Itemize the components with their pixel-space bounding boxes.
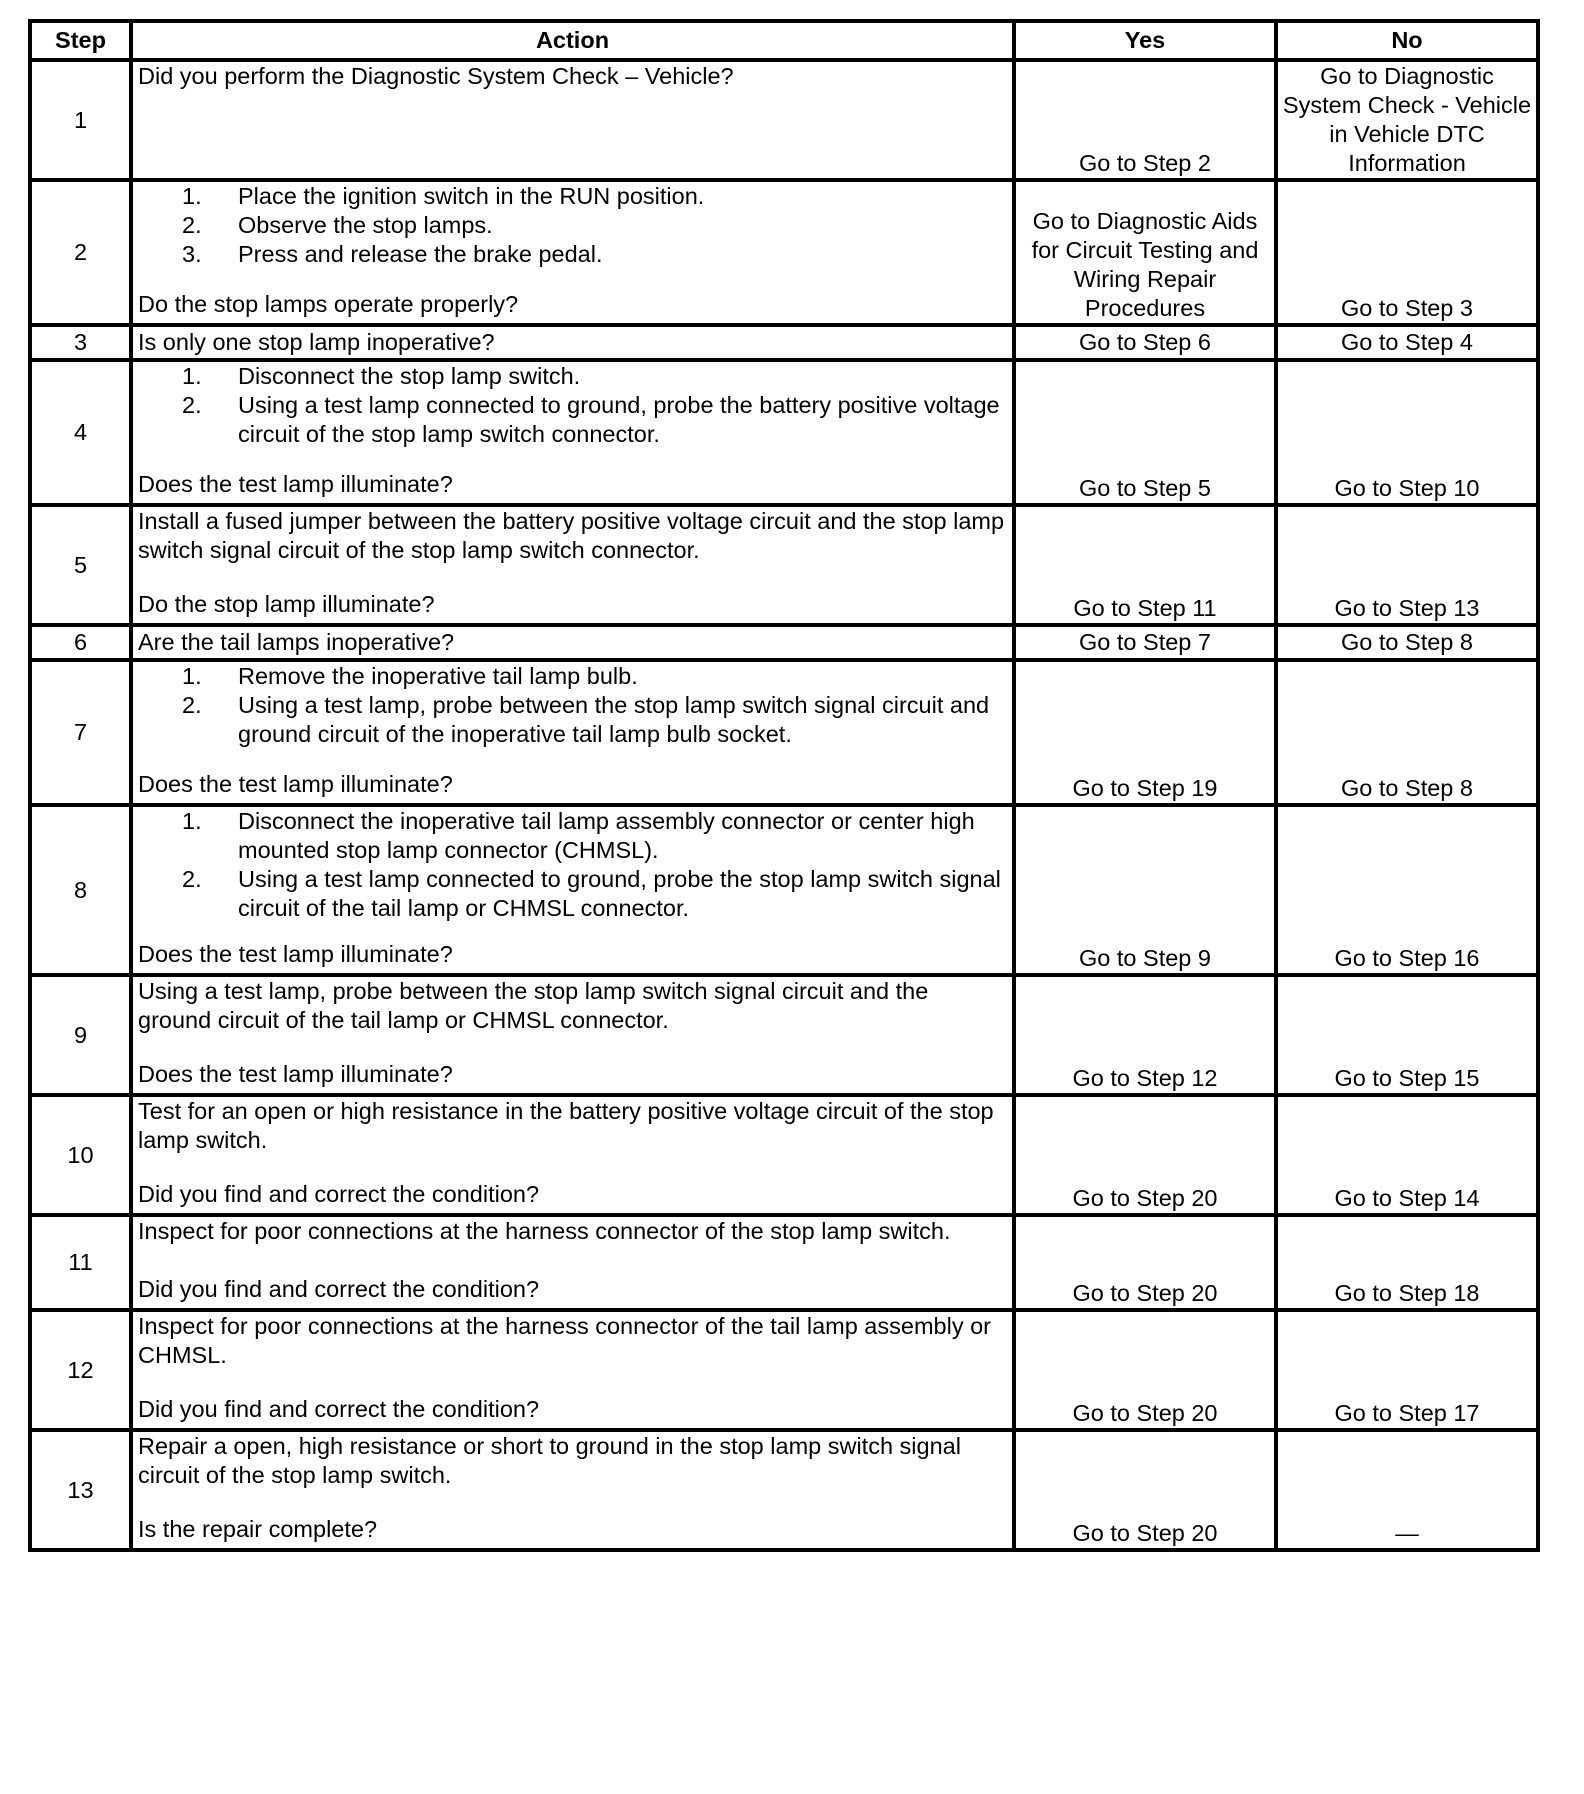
yes-result: Go to Step 20	[1014, 1095, 1276, 1215]
action-text: Are the tail lamps inoperative?	[138, 629, 455, 655]
step-number: 5	[30, 505, 131, 625]
action-text: Repair a open, high resistance or short to ground in the stop lamp switch signal circuit of the stop lamp switch.	[138, 1433, 961, 1488]
substep-item: Using a test lamp connected to ground, probe the stop lamp switch signal circuit of the tail lamp or CHMSL connector.	[238, 866, 1001, 921]
no-result: —	[1276, 1430, 1538, 1550]
step-number: 1	[30, 60, 131, 180]
step-number: 2	[30, 180, 131, 325]
action-question: Does the test lamp illuminate?	[138, 771, 453, 797]
step-number: 7	[30, 660, 131, 805]
action-question: Did you find and correct the condition?	[138, 1181, 540, 1207]
yes-result: Go to Step 12	[1014, 975, 1276, 1095]
table-row	[30, 1310, 1538, 1430]
no-result: Go to Diagnostic System Check - Vehicle in Vehicle DTC Information	[1276, 60, 1538, 180]
table-row	[30, 805, 1538, 975]
table-row	[30, 660, 1538, 805]
step-number: 12	[30, 1310, 131, 1430]
yes-result: Go to Step 11	[1014, 505, 1276, 625]
action-question: Does the test lamp illuminate?	[138, 471, 453, 497]
action-cell	[131, 1310, 1014, 1430]
table-row	[30, 360, 1538, 505]
action-text: Inspect for poor connections at the harness connector of the tail lamp assembly or CHMSL.	[138, 1313, 991, 1368]
no-result: Go to Step 13	[1276, 505, 1538, 625]
step-number: 4	[30, 360, 131, 505]
substep-item: Remove the inoperative tail lamp bulb.	[238, 663, 638, 689]
step-number: 3	[30, 325, 131, 360]
action-cell	[131, 325, 1014, 360]
no-result: Go to Step 4	[1276, 325, 1538, 360]
yes-result: Go to Step 20	[1014, 1310, 1276, 1430]
substep-list	[138, 362, 1007, 449]
table-row	[30, 180, 1538, 325]
no-result: Go to Step 3	[1276, 180, 1538, 325]
action-question: Does the test lamp illuminate?	[138, 1061, 453, 1087]
no-result: Go to Step 8	[1276, 660, 1538, 805]
action-cell	[131, 1095, 1014, 1215]
yes-result: Go to Step 6	[1014, 325, 1276, 360]
table-row	[30, 325, 1538, 360]
action-cell	[131, 60, 1014, 180]
substep-item: Disconnect the stop lamp switch.	[238, 363, 581, 389]
table-row	[30, 625, 1538, 660]
action-question: Do the stop lamps operate properly?	[138, 291, 519, 317]
table-row	[30, 505, 1538, 625]
yes-result: Go to Diagnostic Aids for Circuit Testing and Wiring Repair Procedures	[1014, 180, 1276, 325]
substep-list	[138, 182, 1007, 269]
step-number: 6	[30, 625, 131, 660]
step-number: 8	[30, 805, 131, 975]
action-question: Did you find and correct the condition?	[138, 1396, 540, 1422]
no-result: Go to Step 16	[1276, 805, 1538, 975]
table-row	[30, 1095, 1538, 1215]
yes-result: Go to Step 20	[1014, 1430, 1276, 1550]
no-result: Go to Step 15	[1276, 975, 1538, 1095]
substep-list	[138, 662, 1007, 749]
action-cell	[131, 975, 1014, 1095]
step-number: 11	[30, 1215, 131, 1310]
header-no: No	[1276, 21, 1538, 60]
no-result: Go to Step 10	[1276, 360, 1538, 505]
action-cell	[131, 805, 1014, 975]
yes-result: Go to Step 2	[1014, 60, 1276, 180]
substep-item: Place the ignition switch in the RUN position.	[238, 183, 705, 209]
no-result: Go to Step 17	[1276, 1310, 1538, 1430]
step-number: 9	[30, 975, 131, 1095]
action-question: Does the test lamp illuminate?	[138, 941, 453, 967]
action-cell	[131, 1430, 1014, 1550]
substep-item: Observe the stop lamps.	[238, 212, 493, 238]
action-cell	[131, 1215, 1014, 1310]
no-result: Go to Step 18	[1276, 1215, 1538, 1310]
yes-result: Go to Step 5	[1014, 360, 1276, 505]
action-text: Is only one stop lamp inoperative?	[138, 329, 495, 355]
action-cell	[131, 625, 1014, 660]
action-cell	[131, 360, 1014, 505]
diagnostic-table	[28, 19, 1540, 1552]
table-row	[30, 60, 1538, 180]
action-cell	[131, 505, 1014, 625]
step-number: 10	[30, 1095, 131, 1215]
action-text: Test for an open or high resistance in the battery positive voltage circuit of the stop lamp switch.	[138, 1098, 994, 1153]
step-number: 13	[30, 1430, 131, 1550]
no-result: Go to Step 8	[1276, 625, 1538, 660]
action-question: Did you find and correct the condition?	[138, 1276, 540, 1302]
yes-result: Go to Step 19	[1014, 660, 1276, 805]
substep-item: Using a test lamp, probe between the stop lamp switch signal circuit and ground circuit of the inoperative tail lamp bulb socket.	[238, 692, 990, 747]
yes-result: Go to Step 7	[1014, 625, 1276, 660]
action-cell	[131, 180, 1014, 325]
action-question: Is the repair complete?	[138, 1516, 378, 1542]
action-text: Install a fused jumper between the battery positive voltage circuit and the stop lamp switch signal circuit of the stop lamp switch connector.	[138, 508, 1005, 563]
table-row	[30, 975, 1538, 1095]
substep-item: Disconnect the inoperative tail lamp assembly connector or center high mounted stop lamp connector (CHMSL).	[238, 808, 975, 863]
table-row	[30, 1215, 1538, 1310]
header-row	[30, 21, 1538, 60]
action-text: Inspect for poor connections at the harness connector of the stop lamp switch.	[138, 1218, 951, 1244]
header-action: Action	[131, 21, 1014, 60]
yes-result: Go to Step 20	[1014, 1215, 1276, 1310]
table-row	[30, 1430, 1538, 1550]
yes-result: Go to Step 9	[1014, 805, 1276, 975]
substep-item: Using a test lamp connected to ground, probe the battery positive voltage circuit of the stop lamp switch connector.	[238, 392, 1000, 447]
substep-item: Press and release the brake pedal.	[238, 241, 603, 267]
no-result: Go to Step 14	[1276, 1095, 1538, 1215]
substep-list	[138, 807, 1007, 923]
header-yes: Yes	[1014, 21, 1276, 60]
action-cell	[131, 660, 1014, 805]
action-text: Did you perform the Diagnostic System Check – Vehicle?	[138, 63, 734, 89]
action-question: Do the stop lamp illuminate?	[138, 591, 435, 617]
action-text: Using a test lamp, probe between the stop lamp switch signal circuit and the ground circuit of the tail lamp or CHMSL connector.	[138, 978, 929, 1033]
header-step: Step	[30, 21, 131, 60]
